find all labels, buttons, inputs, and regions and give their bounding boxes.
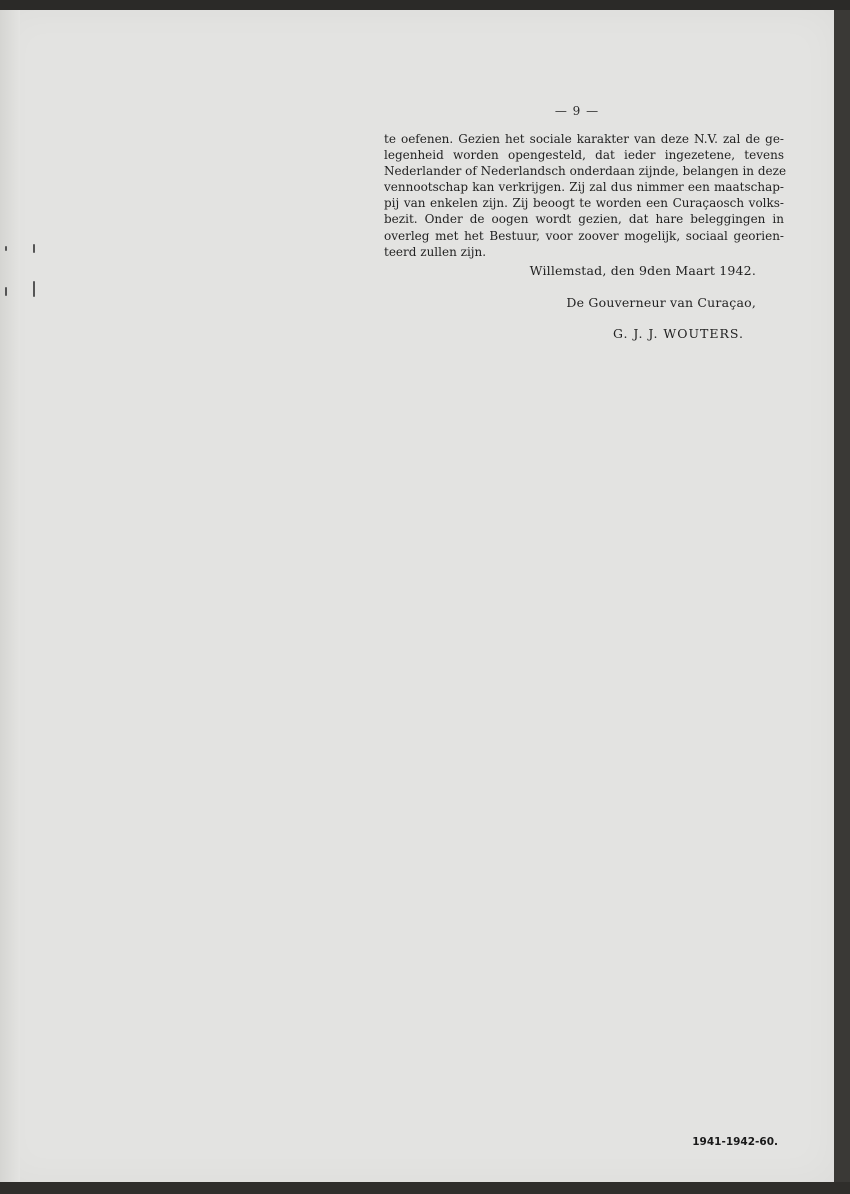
scan-border-right: [834, 10, 850, 1194]
page-binding-edge: [0, 10, 20, 1182]
body-line: legenheid worden opengesteld, dat ieder ingezetene, tevens: [384, 148, 784, 163]
signatory-name: G. J. J. WOUTERS.: [612, 326, 744, 341]
place-and-date: Willemstad, den 9den Maart 1942.: [529, 263, 756, 278]
body-line: vennootschap kan verkrijgen. Zij zal dus nimmer een maatschap-: [384, 180, 784, 195]
body-paragraph: [384, 131, 787, 260]
body-line: bezit. Onder de oogen wordt gezien, dat hare beleggingen in: [384, 212, 784, 227]
scan-border-bottom: [0, 1182, 850, 1194]
binding-mark: [33, 281, 35, 297]
body-line: teerd zullen zijn.: [384, 244, 487, 259]
binding-mark: [33, 244, 35, 253]
binding-mark: [5, 287, 7, 296]
page-number: — 9 —: [554, 104, 600, 118]
body-line: Nederlander of Nederlandsch onderdaan zijnde, belangen in deze: [384, 164, 787, 179]
body-line: te oefenen. Gezien het sociale karakter van deze N.V. zal de ge-: [384, 132, 784, 146]
body-line: overleg met het Bestuur, voor zoover mogelijk, sociaal georien-: [384, 228, 784, 243]
footer-print-code: 1941-1942-60.: [692, 1136, 778, 1148]
body-line: pij van enkelen zijn. Zij beoogt te worden een Curaçaosch volks-: [384, 196, 784, 211]
binding-mark: [5, 246, 7, 251]
signatory-title: De Gouverneur van Curaçao,: [566, 295, 756, 310]
